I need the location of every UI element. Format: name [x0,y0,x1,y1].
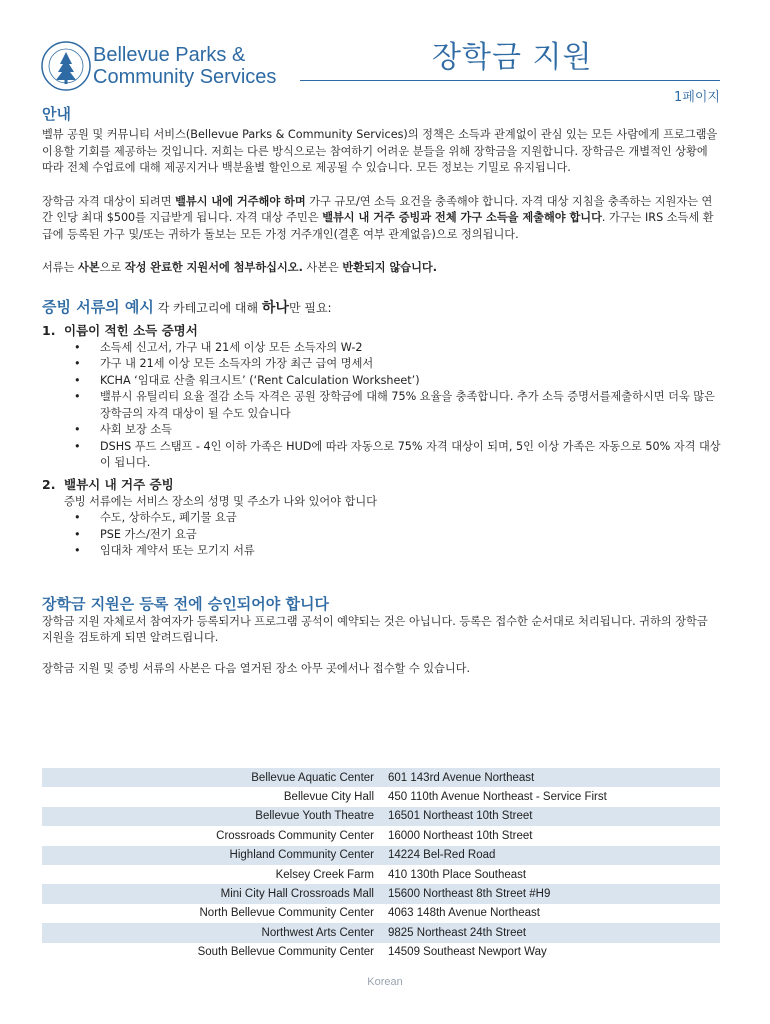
location-name: Kelsey Creek Farm [275,868,374,881]
location-name: Mini City Hall Crossroads Mall [42,884,388,903]
org-name-line1: Bellevue Parks & [93,44,246,66]
page-number: 1페이지 [674,90,720,105]
location-address: 14509 Southeast Newport Way [388,946,547,959]
approval-section [42,594,722,678]
list-item: • KCHA ‘임대료 산출 워크시트’ (‘Rent Calculation Worksheet’) [86,373,722,390]
location-name: Bellevue Youth Theatre [42,807,388,826]
list-item: • 임대차 계약서 또는 모기지 서류 [86,543,722,560]
location-name: North Bellevue Community Center [199,907,374,920]
list-item: • PSE 가스/전기 요금 [86,527,722,544]
language-label: Korean [367,976,403,988]
location-name: Northwest Arts Center [42,923,388,942]
location-name: Bellevue Aquatic Center [42,768,388,787]
location-name: South Bellevue Community Center [197,946,374,959]
list-item: • DSHS 푸드 스탬프 - 4인 이하 가족은 HUD에 따라 자동으로 75% 자격 대상이 되며, 5인 이상 가족은 자동으로 50% 자격 대상이 됩니다. [86,439,722,472]
locations-table [42,768,720,962]
list-item: • 수도, 상하수도, 폐기물 요금 [86,510,722,527]
income-proof-title: 1. 이름이 적힌 소득 증명서 [42,322,198,338]
residence-proof-list [42,510,722,560]
location-address: 410 130th Place Southeast [388,868,527,881]
list-item: • 가구 내 21세 이상 모든 소득자의 가장 최근 급여 명세서 [86,356,722,373]
guide-section [42,104,722,277]
approval-heading: 장학금 지원은 등록 전에 승인되어야 합니다 [42,594,329,613]
location-name: Bellevue City Hall [283,791,374,804]
guide-heading: 안내 [42,105,71,123]
location-address: 16000 Northeast 10th Street [388,829,533,842]
approval-paragraph-1: 장학금 지원 자체로서 참여자가 등록되거나 프로그램 공석이 예약되는 것은 아닙니다. 등록은 접수한 순서대로 처리됩니다. 귀하의 장학금 지원을 검토하게 되면 알려드립니다. [42,614,708,644]
table-row [42,846,720,865]
document-body [42,104,722,677]
org-name-line2: Community Services [93,66,277,88]
proof-section [42,297,722,560]
title-divider [300,80,720,81]
list-item: • 소득세 신고서, 가구 내 21세 이상 모든 소득자의 W-2 [86,340,722,357]
guide-paragraph-2: 장학금 자격 대상이 되려면 밸뷰시 내에 거주해야 하며 가구 규모/연 소득 요건을 충족해야 합니다. 자격 대상 지침을 충족하는 지원자는 연간 인당 최대 $500를 지급받게 됩니다. 자격 대상 주민은 밸뷰시 내 거주 증빙과 전체 가구 소득을 제출해야 합니다. 가구는 IRS 소득세 환급에 등록된 가구 및/또는 귀하가 돌보는 모든 가정 거주개인(결혼 여부 관계없음)으로 정의됩니다. [42,194,714,241]
location-address: 4063 148th Avenue Northeast [388,907,540,920]
table-row [42,826,720,845]
location-address: 15600 Northeast 8th Street #H9 [388,884,720,903]
location-address: 450 110th Avenue Northeast - Service First [388,791,607,804]
guide-paragraph-1: 벨뷰 공원 및 커뮤니티 서비스(Bellevue Parks & Community Services)의 정책은 소득과 관계없이 관심 있는 모든 사람에게 프로그램을 이용할 기회를 제공하는 것입니다. 저희는 다른 방식으로는 참여하기 어려운 분들을 위해 장학금을 지원합니다. 장학금은 개별적인 상황에 따라 전체 수업료에 대해 제공지거나 백분율별 할인으로 제공될 수 있습니다. 모든 정보는 기밀로 유지됩니다. [42,128,718,174]
location-name: Highland Community Center [42,846,388,865]
proof-heading: 증빙 서류의 예시 각 카테고리에 대해 하나만 필요: [42,297,332,316]
residence-proof-intro: 증빙 서류에는 서비스 장소의 성명 및 주소가 나와 있어야 합니다 [64,494,377,508]
table-row [42,865,720,884]
residence-proof-title: 2. 밸뷰시 내 거주 증빙 [42,476,174,492]
location-address: 601 143rd Avenue Northeast [388,768,720,787]
table-row [42,787,720,806]
table-row [42,807,720,826]
guide-paragraph-3: 서류는 사본으로 작성 완료한 지원서에 첨부하십시오. 사본은 반환되지 않습니다. [42,261,437,274]
approval-paragraph-2: 장학금 지원 및 증빙 서류의 사본은 다음 열거된 장소 아무 곳에서나 접수할 수 있습니다. [42,661,471,675]
city-seal-logo [40,40,92,92]
table-row [42,904,720,923]
location-name: Crossroads Community Center [216,829,374,842]
table-row [42,943,720,962]
list-item: • 밸뷰시 유틸리티 요율 절감 소득 자격은 공원 장학금에 대해 75% 요율을 충족합니다. 추가 소득 증명서를제출하시면 더욱 많은 장학금의 자격 대상이 될 수도 있습니다 [86,389,722,422]
location-address: 14224 Bel-Red Road [388,846,720,865]
document-title: 장학금 지원 [432,40,593,75]
table-row [42,923,720,942]
table-row [42,884,720,903]
list-item: • 사회 보장 소득 [86,422,722,439]
org-name [93,44,276,88]
income-proof-list [42,340,722,472]
table-row [42,768,720,787]
location-address: 16501 Northeast 10th Street [388,807,720,826]
location-address: 9825 Northeast 24th Street [388,923,720,942]
